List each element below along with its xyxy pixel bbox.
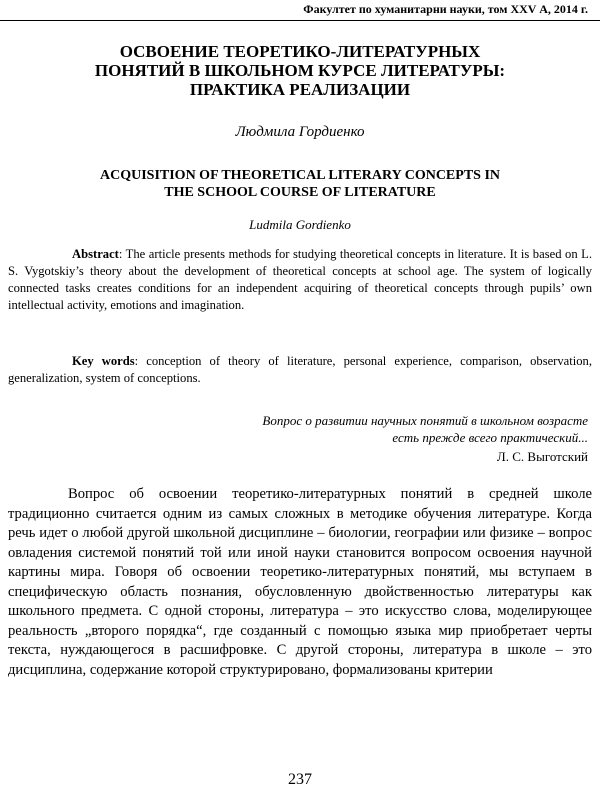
running-head: Факултет по хуманитарни науки, том XXV А, 2014 г.: [303, 2, 588, 16]
title-line: ПОНЯТИЙ В ШКОЛЬНОМ КУРСЕ ЛИТЕРАТУРЫ:: [94, 61, 506, 80]
keywords-paragraph: [8, 353, 592, 387]
article-title-ru: [20, 42, 580, 99]
epigraph-line: Вопрос о развитии научных понятий в школьном возрасте: [262, 413, 588, 428]
epigraph: [118, 412, 588, 446]
abstract-paragraph: [8, 246, 592, 314]
title-en-line: ACQUISITION OF THEORETICAL LITERARY CONCEPTS IN: [99, 168, 501, 183]
article-title-en: [20, 167, 580, 201]
keywords-label: Key words: [72, 354, 135, 368]
epigraph-author: Л. С. Выготский: [496, 449, 588, 464]
title-en-line: THE SCHOOL COURSE OF LITERATURE: [164, 185, 436, 200]
author-name-ru: Людмила Гордиенко: [235, 124, 365, 140]
abstract-label: Abstract: [72, 247, 119, 261]
body-paragraph: Вопрос об освоении теоретико-литературных понятий в средней школе традиционно считается одним из самых сложных в методике обучения литературе. Когда речь идет о любой другой школьной дисциплине – биологии, географии или физике – вопрос овладения системой понятий той или иной науки становится вопросом освоения научной картины мира. Говоря об освоении теоретико-литературных понятий, мы вступаем в специфическую область познания, обусловленную двойственностью литературы как школьного предмета. С одной стороны, литература – это искусство слова, моделирующее реальность „второго порядка“, где созданный с помощью языка мир приобретает черты текста, нуждающегося в расшифровке. С другой стороны, литература в школе – это дисциплина, содержание которой структурировано, формализованы критерии: [8, 486, 592, 678]
title-line: ПРАКТИКА РЕАЛИЗАЦИИ: [189, 80, 411, 99]
page-number: 237: [288, 771, 312, 788]
abstract-text: : The article presents methods for studying theoretical concepts in literature. It is based on L. S. Vygotskiy’s theory about the development of theoretical concepts at school age. The system of logically connected tasks creates conditions for an independent acquiring of theoretical concepts through pupils’ own intellectual activity, emotions and imagination.: [8, 247, 592, 312]
author-name-en: Ludmila Gordienko: [249, 217, 351, 232]
epigraph-line: есть прежде всего практический...: [392, 430, 588, 445]
title-line: ОСВОЕНИЕ ТЕОРЕТИКО-ЛИТЕРАТУРНЫХ: [119, 42, 481, 61]
keywords-text: : conception of theory of literature, personal experience, comparison, observation, generalization, system of conceptions.: [8, 354, 593, 385]
